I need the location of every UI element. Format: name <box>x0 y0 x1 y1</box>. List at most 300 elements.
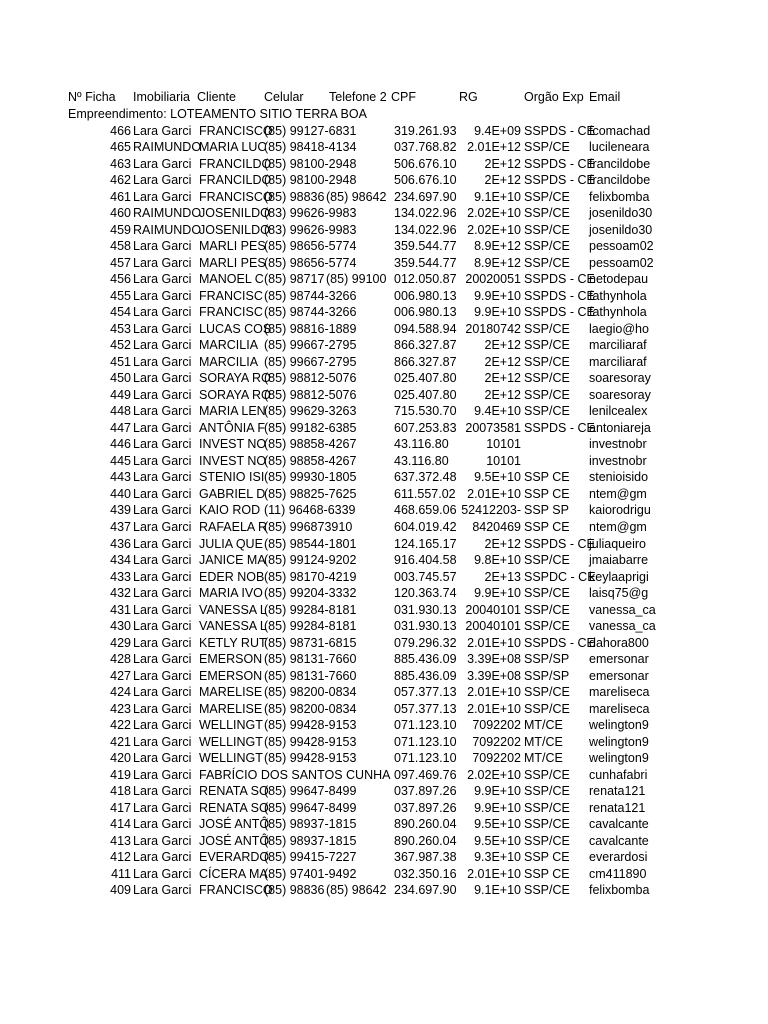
ficha-cell: 465 <box>110 140 131 155</box>
ficha-cell: 417 <box>110 800 131 815</box>
rg-cell: 10101 <box>486 437 521 452</box>
rg-cell: 9.4E+09 <box>474 123 521 138</box>
ficha-cell: 436 <box>110 536 131 551</box>
email-cell: antoniareja <box>589 420 651 435</box>
cpf-cell: 890.260.04 <box>394 833 457 848</box>
cliente-cell: MARIA LEN <box>199 404 266 419</box>
table-row <box>0 668 768 685</box>
ficha-cell: 422 <box>110 718 131 733</box>
rg-cell: 9.1E+10 <box>474 883 521 898</box>
cliente-cell: JOSÉ ANTÔ <box>199 833 270 848</box>
imobiliaria-cell: RAIMUNDO <box>133 140 202 155</box>
celular-cell: (85) 98836 <box>264 189 325 204</box>
orgao-cell: SSP/CE <box>524 685 570 700</box>
imobiliaria-cell: Lara Garci <box>133 239 192 254</box>
table-row <box>0 172 768 189</box>
rg-cell: 2.02E+10 <box>467 767 521 782</box>
ficha-cell: 447 <box>110 420 131 435</box>
cliente-cell: EDER NOB <box>199 569 265 584</box>
rg-cell: 8.9E+12 <box>474 255 521 270</box>
table-row <box>0 255 768 272</box>
orgao-cell: SSP/CE <box>524 404 570 419</box>
email-cell: welington9 <box>589 751 649 766</box>
email-cell: dahora800 <box>589 635 649 650</box>
imobiliaria-cell: Lara Garci <box>133 652 192 667</box>
cpf-cell: 134.022.96 <box>394 222 457 237</box>
cpf-cell: 607.253.83 <box>394 420 457 435</box>
email-cell: soaresoray <box>589 387 651 402</box>
table-row <box>0 767 768 784</box>
imobiliaria-cell: Lara Garci <box>133 586 192 601</box>
header-telefone2: Telefone 2 <box>329 90 387 104</box>
cpf-cell: 025.407.80 <box>394 387 457 402</box>
rg-cell: 2E+12 <box>484 387 521 402</box>
ficha-cell: 446 <box>110 437 131 452</box>
cpf-cell: 885.436.09 <box>394 652 457 667</box>
table-row <box>0 123 768 140</box>
ficha-cell: 458 <box>110 239 131 254</box>
email-cell: pessoam02 <box>589 239 654 254</box>
email-cell: netodepau <box>589 272 649 287</box>
cpf-cell: 234.697.90 <box>394 883 457 898</box>
ficha-cell: 460 <box>110 206 131 221</box>
cliente-cell: EVERARDO <box>199 850 270 865</box>
imobiliaria-cell: Lara Garci <box>133 519 192 534</box>
table-row <box>0 387 768 404</box>
cpf-cell: 124.165.17 <box>394 536 457 551</box>
telefone2-cell: (85) 99100 <box>326 272 387 287</box>
email-cell: fathynhola <box>589 305 647 320</box>
orgao-cell: SSP CE <box>524 470 570 485</box>
ficha-cell: 452 <box>110 338 131 353</box>
email-cell: ntem@gm <box>589 519 647 534</box>
celular-cell: (85) 99127-6831 <box>264 123 357 138</box>
orgao-cell: SSP/CE <box>524 338 570 353</box>
orgao-cell: SSP/CE <box>524 701 570 716</box>
email-cell: josenildo30 <box>589 222 653 237</box>
cliente-cell: GABRIEL D <box>199 486 266 501</box>
rg-cell: 2.01E+10 <box>467 685 521 700</box>
email-cell: investnobr <box>589 453 647 468</box>
email-cell: renata121 <box>589 800 646 815</box>
ficha-cell: 443 <box>110 470 131 485</box>
email-cell: laegio@ho <box>589 321 649 336</box>
cpf-cell: 468.659.06 <box>394 503 457 518</box>
celular-cell: (85) 98858-4267 <box>264 437 357 452</box>
email-cell: investnobr <box>589 437 647 452</box>
table-row <box>0 833 768 850</box>
cpf-cell: 032.350.16 <box>394 866 457 881</box>
orgao-cell: SSP/CE <box>524 354 570 369</box>
imobiliaria-cell: Lara Garci <box>133 718 192 733</box>
cpf-cell: 506.676.10 <box>394 156 457 171</box>
celular-cell: (85) 98418-4134 <box>264 140 357 155</box>
orgao-cell: SSP/CE <box>524 883 570 898</box>
rg-cell: 20180742 <box>465 321 521 336</box>
orgao-cell: SSP CE <box>524 850 570 865</box>
email-cell: jmaiabarre <box>589 553 649 568</box>
ficha-cell: 462 <box>110 173 131 188</box>
celular-cell: (85) 98200-0834 <box>264 685 357 700</box>
rg-cell: 2.02E+10 <box>467 206 521 221</box>
cpf-cell: 057.377.13 <box>394 685 457 700</box>
imobiliaria-cell: Lara Garci <box>133 470 192 485</box>
ficha-cell: 455 <box>110 288 131 303</box>
rg-cell: 2.01E+10 <box>467 486 521 501</box>
cpf-cell: 094.588.94 <box>394 321 457 336</box>
email-cell: cavalcante <box>589 817 649 832</box>
email-cell: ntem@gm <box>589 486 647 501</box>
imobiliaria-cell: Lara Garci <box>133 338 192 353</box>
ficha-cell: 432 <box>110 586 131 601</box>
ficha-cell: 420 <box>110 751 131 766</box>
orgao-cell: SSPDC - CE <box>524 569 596 584</box>
celular-cell: (85) 98825-7625 <box>264 486 357 501</box>
cliente-cell: FRANCILDO <box>199 173 272 188</box>
cliente-cell: INVEST NO <box>199 453 267 468</box>
ficha-cell: 412 <box>110 850 131 865</box>
rg-cell: 9.9E+10 <box>474 586 521 601</box>
cpf-cell: 079.296.32 <box>394 635 457 650</box>
cliente-cell: MARIA IVO <box>199 586 263 601</box>
rg-cell: 9.9E+10 <box>474 800 521 815</box>
orgao-cell: SSP SP <box>524 503 569 518</box>
email-cell: felixbomba <box>589 189 650 204</box>
orgao-cell: SSP/CE <box>524 255 570 270</box>
cpf-cell: 234.697.90 <box>394 189 457 204</box>
email-cell: juliaqueiro <box>589 536 646 551</box>
rg-cell: 3.39E+08 <box>467 668 521 683</box>
cpf-cell: 057.377.13 <box>394 701 457 716</box>
ficha-cell: 451 <box>110 354 131 369</box>
table-row <box>0 734 768 751</box>
header-orgao: Orgão Exp <box>524 90 584 104</box>
cpf-cell: 890.260.04 <box>394 817 457 832</box>
email-cell: kaiorodrigu <box>589 503 651 518</box>
cliente-cell: MARCILIA <box>199 338 259 353</box>
cliente-cell: JULIA QUE <box>199 536 263 551</box>
rg-cell: 9.8E+10 <box>474 553 521 568</box>
email-cell: mareliseca <box>589 701 650 716</box>
cliente-cell: FRANCISCO <box>199 123 273 138</box>
imobiliaria-cell: Lara Garci <box>133 420 192 435</box>
imobiliaria-cell: Lara Garci <box>133 503 192 518</box>
email-cell: renata121 <box>589 784 646 799</box>
table-row <box>0 436 768 453</box>
rg-cell: 9.3E+10 <box>474 850 521 865</box>
cpf-cell: 031.930.13 <box>394 602 457 617</box>
cliente-cell: WELLINGT <box>199 718 263 733</box>
celular-cell: (85) 99930-1805 <box>264 470 357 485</box>
ficha-cell: 424 <box>110 685 131 700</box>
ficha-cell: 437 <box>110 519 131 534</box>
cpf-cell: 097.469.76 <box>394 767 457 782</box>
table-row <box>0 502 768 519</box>
celular-cell: (85) 98656-5774 <box>264 239 357 254</box>
orgao-cell: SSP/CE <box>524 602 570 617</box>
cliente-cell: FRANCISC <box>199 305 263 320</box>
cpf-cell: 367.987.38 <box>394 850 457 865</box>
table-row <box>0 866 768 883</box>
cpf-cell: 611.557.02 <box>394 486 456 501</box>
email-cell: felixbomba <box>589 883 650 898</box>
cpf-cell: 916.404.58 <box>394 553 457 568</box>
email-cell: keylaaprigi <box>589 569 649 584</box>
cliente-cell: RAFAELA R <box>199 519 268 534</box>
ficha-cell: 453 <box>110 321 131 336</box>
celular-cell: (85) 99428-9153 <box>264 718 357 733</box>
imobiliaria-cell: Lara Garci <box>133 173 192 188</box>
orgao-cell: SSPDS - CE <box>524 173 595 188</box>
cliente-cell: SORAYA RO <box>199 371 271 386</box>
celular-cell: (85) 98717 <box>264 272 325 287</box>
ficha-cell: 439 <box>110 503 131 518</box>
table-row <box>0 453 768 470</box>
table-row <box>0 635 768 652</box>
celular-cell: (85) 98937-1815 <box>264 833 357 848</box>
imobiliaria-cell: Lara Garci <box>133 536 192 551</box>
cliente-cell: FRANCISCO <box>199 883 273 898</box>
cpf-cell: 319.261.93 <box>394 123 457 138</box>
cliente-cell: MARCILIA <box>199 354 259 369</box>
cpf-cell: 071.123.10 <box>394 734 457 749</box>
rg-cell: 9.9E+10 <box>474 288 521 303</box>
email-cell: fcomachad <box>589 123 651 138</box>
celular-cell: (83) 99626-9983 <box>264 206 357 221</box>
cpf-cell: 637.372.48 <box>394 470 457 485</box>
cliente-cell: EMERSON <box>199 652 263 667</box>
cpf-cell: 071.123.10 <box>394 718 457 733</box>
imobiliaria-cell: Lara Garci <box>133 635 192 650</box>
email-cell: laisq75@g <box>589 586 649 601</box>
orgao-cell: SSPDS - CE <box>524 536 595 551</box>
rg-cell: 2E+13 <box>484 569 521 584</box>
header-cpf: CPF <box>391 90 416 104</box>
orgao-cell: SSP/CE <box>524 206 570 221</box>
rg-cell: 52412203- <box>461 503 521 518</box>
cpf-cell: 120.363.74 <box>394 586 457 601</box>
cliente-cell: RENATA SO <box>199 784 269 799</box>
cpf-cell: 715.530.70 <box>394 404 457 419</box>
imobiliaria-cell: Lara Garci <box>133 255 192 270</box>
celular-cell: (85) 98937-1815 <box>264 817 357 832</box>
imobiliaria-cell: Lara Garci <box>133 833 192 848</box>
imobiliaria-cell: Lara Garci <box>133 866 192 881</box>
cliente-cell: KAIO ROD <box>199 503 261 518</box>
cliente-cell: KETLY RUT <box>199 635 267 650</box>
email-cell: emersonar <box>589 668 649 683</box>
imobiliaria-cell: Lara Garci <box>133 453 192 468</box>
email-cell: francildobe <box>589 173 651 188</box>
rg-cell: 7092202 <box>472 751 521 766</box>
celular-cell: (85) 98816-1889 <box>264 321 357 336</box>
table-row <box>0 519 768 536</box>
cliente-cell: MARIA LUC <box>199 140 267 155</box>
rg-cell: 7092202 <box>472 718 521 733</box>
cliente-cell: MARLI PES <box>199 255 266 270</box>
table-row <box>0 783 768 800</box>
orgao-cell: SSP CE <box>524 866 570 881</box>
ficha-cell: 429 <box>110 635 131 650</box>
cliente-cell: VANESSA L <box>199 619 267 634</box>
rg-cell: 20040101 <box>465 619 521 634</box>
imobiliaria-cell: Lara Garci <box>133 371 192 386</box>
ficha-cell: 411 <box>111 866 131 881</box>
email-cell: lenilcealex <box>589 404 648 419</box>
orgao-cell: SSP/CE <box>524 321 570 336</box>
cpf-cell: 866.327.87 <box>394 354 457 369</box>
celular-cell: (85) 99415-7227 <box>264 850 357 865</box>
email-cell: francildobe <box>589 156 651 171</box>
header-email: Email <box>589 90 621 104</box>
cliente-cell: STENIO ISI <box>199 470 265 485</box>
rg-cell: 9.4E+10 <box>474 404 521 419</box>
table-row <box>0 651 768 668</box>
rg-cell: 20073581 <box>465 420 521 435</box>
table-row <box>0 271 768 288</box>
rg-cell: 9.5E+10 <box>474 833 521 848</box>
table-row <box>0 750 768 767</box>
orgao-cell: SSP CE <box>524 519 570 534</box>
ficha-cell: 419 <box>110 767 131 782</box>
table-row <box>0 370 768 387</box>
rg-cell: 20040101 <box>465 602 521 617</box>
cliente-cell: WELLINGT <box>199 734 263 749</box>
ficha-cell: 423 <box>110 701 131 716</box>
imobiliaria-cell: Lara Garci <box>133 619 192 634</box>
cliente-cell: MARELISE <box>199 701 263 716</box>
cliente-cell: FRANCISCO <box>199 189 273 204</box>
imobiliaria-cell: Lara Garci <box>133 321 192 336</box>
imobiliaria-cell: Lara Garci <box>133 883 192 898</box>
orgao-cell: SSP/SP <box>524 652 570 667</box>
ficha-cell: 457 <box>110 255 131 270</box>
ficha-cell: 450 <box>110 371 131 386</box>
ficha-cell: 428 <box>110 652 131 667</box>
cliente-cell: RENATA SO <box>199 800 269 815</box>
imobiliaria-cell: Lara Garci <box>133 123 192 138</box>
ficha-cell: 434 <box>110 553 131 568</box>
celular-cell: (85) 99667-2795 <box>264 354 357 369</box>
ficha-cell: 461 <box>110 189 131 204</box>
celular-cell: (85) 99667-2795 <box>264 338 357 353</box>
ficha-cell: 409 <box>110 883 131 898</box>
orgao-cell: MT/CE <box>524 734 563 749</box>
celular-cell: (85) 98131-7660 <box>264 652 357 667</box>
imobiliaria-cell: Lara Garci <box>133 800 192 815</box>
cliente-cell: MARELISE <box>199 685 263 700</box>
cpf-cell: 134.022.96 <box>394 206 457 221</box>
table-row <box>0 189 768 206</box>
email-cell: cunhafabri <box>589 767 648 782</box>
celular-cell: (85) 97401-9492 <box>264 866 357 881</box>
imobiliaria-cell: Lara Garci <box>133 701 192 716</box>
orgao-cell: SSPDS - CE <box>524 123 595 138</box>
email-cell: vanessa_ca <box>589 619 656 634</box>
imobiliaria-cell: Lara Garci <box>133 602 192 617</box>
rg-cell: 9.5E+10 <box>474 817 521 832</box>
orgao-cell: SSP/CE <box>524 800 570 815</box>
cpf-cell: 885.436.09 <box>394 668 457 683</box>
rg-cell: 2E+12 <box>484 354 521 369</box>
ficha-cell: 421 <box>110 734 131 749</box>
orgao-cell: SSP/CE <box>524 767 570 782</box>
orgao-cell: SSP/CE <box>524 784 570 799</box>
cpf-cell: 006.980.13 <box>394 288 457 303</box>
table-row <box>0 800 768 817</box>
cliente-cell: FABRÍCIO DOS SANTOS CUNHA <box>199 767 391 782</box>
header-cliente: Cliente <box>197 90 236 104</box>
cliente-cell: SORAYA RO <box>199 387 271 402</box>
rg-cell: 7092202 <box>472 734 521 749</box>
celular-cell: (85) 99428-9153 <box>264 734 357 749</box>
table-row <box>0 569 768 586</box>
table-row <box>0 304 768 321</box>
ficha-cell: 454 <box>110 305 131 320</box>
table-row <box>0 321 768 338</box>
table-row <box>0 486 768 503</box>
ficha-cell: 427 <box>110 668 131 683</box>
rg-cell: 3.39E+08 <box>467 652 521 667</box>
orgao-cell: SSPDS - CE <box>524 635 595 650</box>
table-row <box>0 156 768 173</box>
table-row <box>0 222 768 239</box>
ficha-cell: 449 <box>110 387 131 402</box>
ficha-cell: 445 <box>110 453 131 468</box>
imobiliaria-cell: Lara Garci <box>133 553 192 568</box>
table-row <box>0 238 768 255</box>
header-rg: RG <box>459 90 478 104</box>
cliente-cell: EMERSON <box>199 668 263 683</box>
celular-cell: (85) 98100-2948 <box>264 156 357 171</box>
orgao-cell: SSP CE <box>524 486 570 501</box>
imobiliaria-cell: RAIMUNDO <box>133 206 202 221</box>
cliente-cell: MARLI PES <box>199 239 266 254</box>
rg-cell: 2E+12 <box>484 338 521 353</box>
orgao-cell: SSP/CE <box>524 189 570 204</box>
telefone2-cell: (85) 98642 <box>326 883 387 898</box>
email-cell: marciliaraf <box>589 338 647 353</box>
table-row <box>0 205 768 222</box>
orgao-cell: SSPDS - CE <box>524 288 595 303</box>
ficha-cell: 430 <box>110 619 131 634</box>
table-row <box>0 882 768 899</box>
imobiliaria-cell: Lara Garci <box>133 734 192 749</box>
email-cell: welington9 <box>589 718 649 733</box>
table-row <box>0 354 768 371</box>
cpf-cell: 031.930.13 <box>394 619 457 634</box>
cpf-cell: 037.768.82 <box>394 140 457 155</box>
orgao-cell: SSP/CE <box>524 140 570 155</box>
imobiliaria-cell: Lara Garci <box>133 569 192 584</box>
celular-cell: (85) 98812-5076 <box>264 371 357 386</box>
email-cell: fathynhola <box>589 288 647 303</box>
orgao-cell: SSPDS - CE <box>524 272 595 287</box>
orgao-cell: SSP/CE <box>524 371 570 386</box>
table-row <box>0 139 768 156</box>
cpf-cell: 006.980.13 <box>394 305 457 320</box>
rg-cell: 2.01E+10 <box>467 635 521 650</box>
cpf-cell: 359.544.77 <box>394 239 457 254</box>
celular-cell: (85) 98744-3266 <box>264 305 357 320</box>
table-row <box>0 602 768 619</box>
celular-cell: (85) 996873910 <box>264 519 353 534</box>
celular-cell: (85) 99629-3263 <box>264 404 357 419</box>
cliente-cell: JOSENILDO <box>199 222 270 237</box>
email-cell: emersonar <box>589 652 649 667</box>
celular-cell: (85) 99647-8499 <box>264 784 357 799</box>
email-cell: stenioisido <box>589 470 649 485</box>
